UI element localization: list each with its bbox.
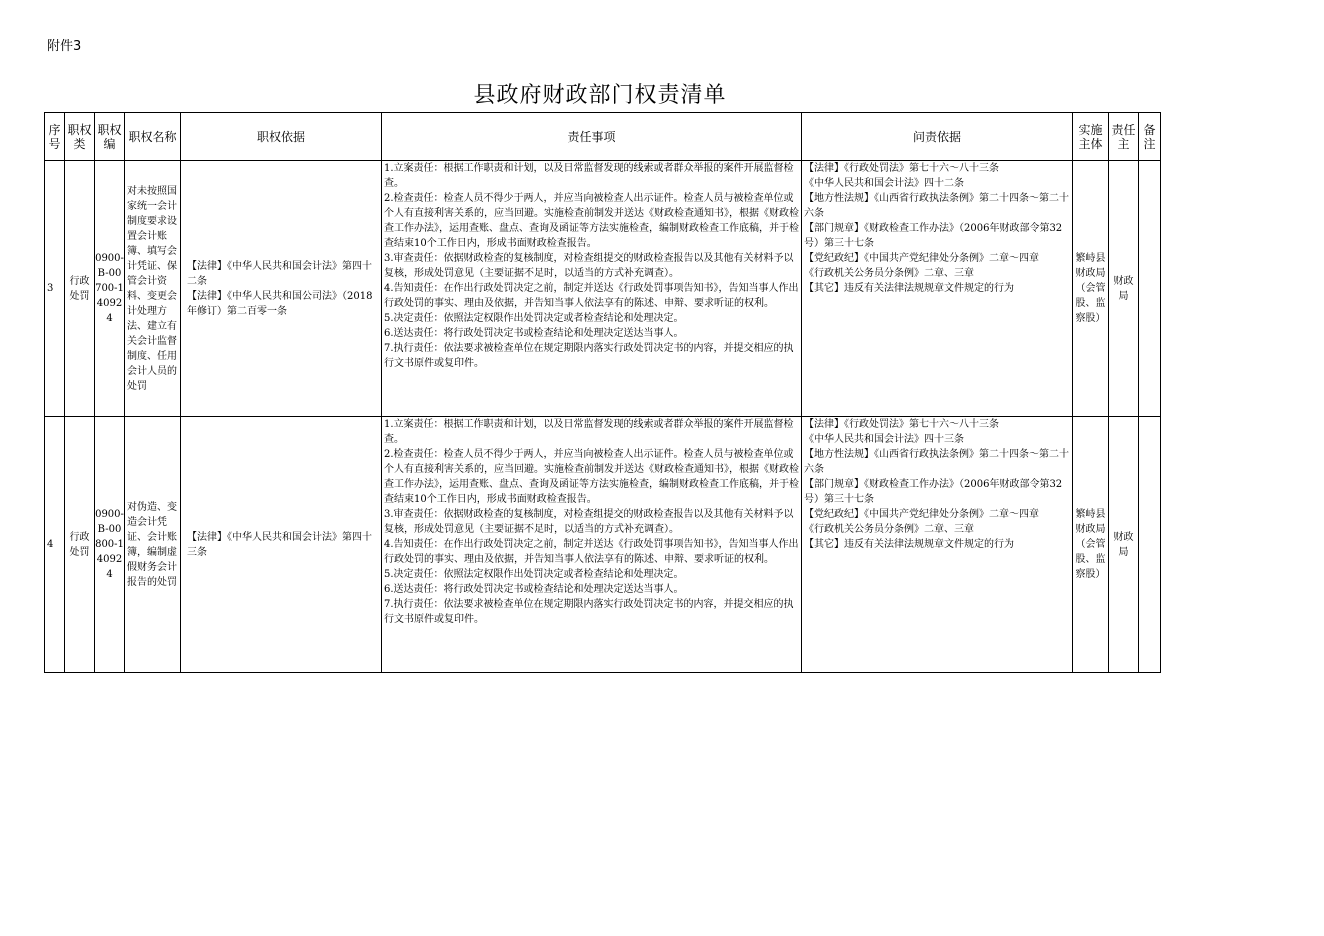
header-basis: 职权依据 — [181, 113, 382, 161]
basis-line: 【法律】《中华人民共和国会计法》第四十三条 — [187, 531, 372, 558]
duty-line: 1.立案责任：根据工作职责和计划，以及日常监督发现的线索或者群众举报的案件开展监督检查。 — [384, 163, 794, 189]
page-title: 县政府财政部门权责清单 — [473, 83, 727, 108]
accountability-line: 【部门规章】《财政检查工作办法》（2006年财政部令第32号）第三十七条 — [804, 223, 1063, 249]
cell-code: 0900-B-00800-140924 — [95, 417, 125, 673]
duty-line: 5.决定责任：依照法定权限作出处罚决定或者检查结论和处理决定。 — [384, 569, 684, 580]
cell-subject: 繁峙县财政局（会管股、监察股） — [1073, 161, 1109, 417]
cell-name: 对未按照国家统一会计制度要求设置会计账簿、填写会计凭证、保管会计资料、变更会计处理方法、建立有关会计监督制度、任用会计人员的处罚 — [125, 161, 181, 417]
duty-line: 7.执行责任：依法要求被检查单位在规定期限内落实行政处罚决定书的内容，并提交相应的执行文书原件或复印件。 — [384, 343, 794, 369]
header-accountability: 问责依据 — [802, 113, 1073, 161]
attachment-label: 附件3 — [47, 39, 82, 54]
duty-line: 4.告知责任：在作出行政处罚决定之前，制定并送达《行政处罚事项告知书》，告知当事人作出行政处罚的事实、理由及依据，并告知当事人依法享有的陈述、申辩、要求听证的权利。 — [384, 283, 799, 309]
header-resp: 责任主 — [1109, 113, 1139, 161]
header-name: 职权名称 — [125, 113, 181, 161]
duty-line: 6.送达责任：将行政处罚决定书或检查结论和处理决定送达当事人。 — [384, 584, 684, 595]
header-seq: 序号 — [45, 113, 65, 161]
cell-type: 行政处罚 — [65, 417, 95, 673]
duty-line: 6.送达责任：将行政处罚决定书或检查结论和处理决定送达当事人。 — [384, 328, 684, 339]
accountability-line: 【地方性法规】《山西省行政执法条例》第二十四条～第二十六条 — [804, 449, 1069, 475]
accountability-line: 《行政机关公务员分条例》二章、三章 — [804, 524, 974, 535]
cell-type: 行政处罚 — [65, 161, 95, 417]
header-type: 职权类 — [65, 113, 95, 161]
cell-subject: 繁峙县财政局（会管股、监察股） — [1073, 417, 1109, 673]
cell-note — [1139, 417, 1161, 673]
cell-resp: 财政局 — [1109, 161, 1139, 417]
cell-accountability — [802, 161, 1073, 417]
cell-seq: 4 — [45, 417, 65, 673]
accountability-line: 【其它】违反有关法律法规规章文件规定的行为 — [804, 539, 1014, 550]
table-header-row — [45, 113, 1161, 161]
duty-line: 2.检查责任：检查人员不得少于两人，并应当向被检查人出示证件。检查人员与被检查单位或个人有直接利害关系的，应当回避。实施检查前制发并送达《财政检查通知书》，根据《财政检查工作办法》，运用查账、盘点、查询及函证等方法实施检查，编制财政检查工作底稿，并于检查结束10个工作日内，形成书面财政检查报告。 — [384, 193, 799, 249]
basis-line: 【法律】《中华人民共和国会计法》第四十二条 — [187, 260, 372, 287]
accountability-line: 《中华人民共和国会计法》四十三条 — [804, 434, 964, 445]
cell-duties — [382, 161, 802, 417]
cell-basis — [181, 417, 382, 673]
cell-basis — [181, 161, 382, 417]
duty-line: 3.审查责任：依据财政检查的复核制度，对检查组提交的财政检查报告以及其他有关材料予以复核，形成处罚意见（主要证据不足时，以适当的方式补充调查）。 — [384, 253, 794, 279]
accountability-line: 【地方性法规】《山西省行政执法条例》第二十四条～第二十六条 — [804, 193, 1069, 219]
accountability-line: 《行政机关公务员分条例》二章、三章 — [804, 268, 974, 279]
duty-line: 5.决定责任：依照法定权限作出处罚决定或者检查结论和处理决定。 — [384, 313, 684, 324]
accountability-line: 【法律】《行政处罚法》第七十六～八十三条 — [804, 163, 999, 174]
basis-line: 【法律】《中华人民共和国公司法》（2018年修订）第二百零一条 — [187, 290, 373, 317]
header-subject: 实施主体 — [1073, 113, 1109, 161]
duty-line: 4.告知责任：在作出行政处罚决定之前，制定并送达《行政处罚事项告知书》，告知当事人作出行政处罚的事实、理由及依据，并告知当事人依法享有的陈述、申辩、要求听证的权利。 — [384, 539, 799, 565]
accountability-line: 【党纪政纪】《中国共产党纪律处分条例》二章～四章 — [804, 509, 1039, 520]
cell-resp: 财政局 — [1109, 417, 1139, 673]
duty-line: 3.审查责任：依据财政检查的复核制度，对检查组提交的财政检查报告以及其他有关材料予以复核，形成处罚意见（主要证据不足时，以适当的方式补充调查）。 — [384, 509, 794, 535]
header-note: 备注 — [1139, 113, 1161, 161]
accountability-line: 【党纪政纪】《中国共产党纪律处分条例》二章～四章 — [804, 253, 1039, 264]
accountability-line: 【法律】《行政处罚法》第七十六～八十三条 — [804, 419, 999, 430]
cell-duties — [382, 417, 802, 673]
duty-line: 7.执行责任：依法要求被检查单位在规定期限内落实行政处罚决定书的内容，并提交相应的执行文书原件或复印件。 — [384, 599, 794, 625]
duty-line: 2.检查责任：检查人员不得少于两人，并应当向被检查人出示证件。检查人员与被检查单位或个人有直接利害关系的，应当回避。实施检查前制发并送达《财政检查通知书》，根据《财政检查工作办法》，运用查账、盘点、查询及函证等方法实施检查，编制财政检查工作底稿，并于检查结束10个工作日内，形成书面财政检查报告。 — [384, 449, 799, 505]
accountability-line: 【其它】违反有关法律法规规章文件规定的行为 — [804, 283, 1014, 294]
cell-name: 对伪造、变造会计凭证、会计账簿，编制虚假财务会计报告的处罚 — [125, 417, 181, 673]
duty-line: 1.立案责任：根据工作职责和计划，以及日常监督发现的线索或者群众举报的案件开展监督检查。 — [384, 419, 794, 445]
cell-accountability — [802, 417, 1073, 673]
cell-code: 0900-B-00700-140924 — [95, 161, 125, 417]
accountability-line: 《中华人民共和国会计法》四十二条 — [804, 178, 964, 189]
cell-note — [1139, 161, 1161, 417]
power-responsibility-table — [44, 112, 1161, 673]
accountability-line: 【部门规章】《财政检查工作办法》（2006年财政部令第32号）第三十七条 — [804, 479, 1063, 505]
table-row — [45, 417, 1161, 673]
header-code: 职权编 — [95, 113, 125, 161]
header-duties: 责任事项 — [382, 113, 802, 161]
table-row — [45, 161, 1161, 417]
cell-seq: 3 — [45, 161, 65, 417]
